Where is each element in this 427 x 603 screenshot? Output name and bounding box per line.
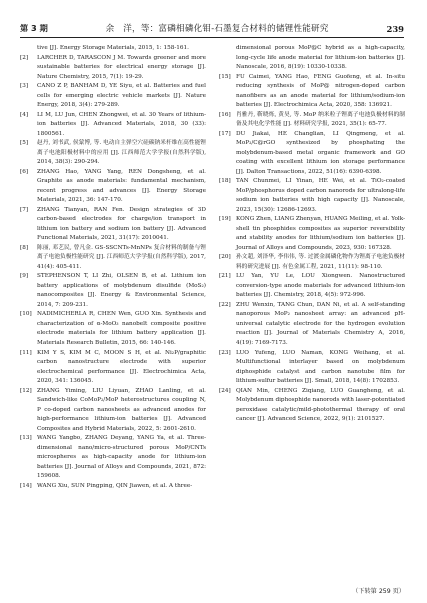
reference-entry bbox=[20, 387, 206, 435]
reference-entry bbox=[20, 244, 206, 273]
reference-entry bbox=[20, 111, 206, 140]
reference-number: [23] bbox=[219, 349, 231, 356]
reference-text: NADIMICHERLA R, CHEN Wen, GUO Xin. Synthesis and characterization of α-MoO₃ nanobelt composite positive electrode materials for lithium battery application [J]. Materials Research Bulletin, 2015, 66: 140-146. bbox=[37, 311, 206, 346]
reference-entry bbox=[20, 349, 206, 387]
reference-entry bbox=[219, 272, 405, 301]
reference-entry bbox=[20, 434, 206, 482]
reference-entry bbox=[20, 139, 206, 168]
reference-entry bbox=[219, 130, 405, 178]
reference-entry bbox=[219, 73, 405, 111]
reference-number: [8] bbox=[20, 244, 29, 251]
reference-number: [21] bbox=[219, 273, 231, 280]
continuation-note: （下转第 259 页） bbox=[352, 588, 405, 595]
reference-number: [7] bbox=[20, 206, 29, 213]
references-left-column bbox=[20, 44, 206, 584]
reference-number: [10] bbox=[20, 311, 32, 318]
reference-text: WANG Yangbo, ZHANG Deyang, YANG Ya, et al. Three-dimensional nano/micro-structured porous MoP/CNTs microspheres as high-capacity anode for lithium-ion batteries [J]. Journal of Alloys and Compounds, 2021, 872: 159608. bbox=[37, 435, 206, 480]
reference-text: STEPHENSON T, LI Zhi, OLSEN B, et al. Lithium ion battery applications of molybdenum disulfide (MoS₂) nanocomposites [J]. Energy & Environmental Science, 2014, 7: 209-231. bbox=[37, 273, 206, 308]
reference-number: [3] bbox=[20, 83, 29, 90]
reference-entry bbox=[20, 272, 206, 310]
reference-text: ZHU Wenxin, TANG Chun, DAN Ni, et al. A self-standing nanoporous MoP₂ nanosheet array: an advanced pH-universal catalytic electrode for the hydrogen evolution reaction [J]. Journal of Materials Chemistry A, 2016, 4(19): 7169-7173. bbox=[236, 301, 405, 346]
reference-text: CANO Z P, BANHAM D, YE Siyu, et al. Batteries and fuel cells for emerging electric vehicle markets [J]. Nature Energy, 2018, 3(4): 279-289. bbox=[37, 83, 206, 109]
reference-number bbox=[219, 44, 236, 73]
reference-text: ZHANG Yiming, LIU Liyuan, ZHAO Lanling, et al. Sandwich-like CoMoP₂/MoP heterostructures coupling N, P co-doped carbon nanosheets as advanced anodes for high-performance lithium-ion batteries [J]. Advanced Composites and Hybrid Materials, 2022, 5: 2601-2610. bbox=[37, 387, 206, 432]
reference-entry bbox=[219, 349, 405, 387]
reference-entry bbox=[20, 82, 206, 111]
reference-text: TAN Chunmei, LI Yinan, HE Wei, et al. TiO₂-coated MoP/phosphorus doped carbon nanorods for ultralong-life sodium ion batteries with high capacity [J]. Nanoscale, 2023, 15(30): 12686-12693. bbox=[236, 178, 405, 213]
reference-number: [20] bbox=[219, 254, 231, 261]
reference-number: [15] bbox=[219, 73, 231, 80]
reference-number: [11] bbox=[20, 349, 32, 356]
reference-number: [14] bbox=[20, 482, 32, 489]
reference-entry bbox=[20, 168, 206, 206]
reference-text: LU Yan, YU Le, LOU Xiongwen. Nanostructured conversion-type anode materials for advanced lithium-ion batteries [J]. Chemistry, 2018, 4(5): 972-996. bbox=[236, 273, 405, 299]
reference-number: [17] bbox=[219, 130, 231, 137]
reference-number: [16] bbox=[219, 111, 231, 118]
page-number: 239 bbox=[386, 24, 404, 34]
reference-number: [19] bbox=[219, 216, 231, 223]
reference-text: LI M, LU Jun, CHEN Zhongwei, et al. 30 Years of lithium-ion batteries [J]. Advanced Materials, 2018, 30 (33): 1800561. bbox=[37, 111, 206, 137]
reference-number: [13] bbox=[20, 435, 32, 442]
references-right-column bbox=[219, 44, 405, 584]
page-header bbox=[20, 14, 404, 38]
reference-entry bbox=[219, 177, 405, 215]
reference-text: tive [J]. Energy Storage Materials, 2015, 1: 158-161. bbox=[37, 45, 189, 51]
reference-entry bbox=[219, 253, 405, 272]
reference-text: KIM Y S, KIM M C, MOON S H, et al. Ni₂P/graphitic carbon nanostructure electrode with superior electrochemical performance [J]. Electrochimica Acta, 2020, 341: 136045. bbox=[37, 349, 206, 385]
reference-entry bbox=[219, 111, 405, 130]
reference-text: 孙文超, 刘泽华, 李伟伟, 等. 过渡金属磷化物作为锂离子电池负极材料的研究进展 [J]. 有色金属工程, 2021, 11(11): 98-110. bbox=[236, 254, 405, 270]
reference-entry bbox=[20, 482, 206, 492]
reference-number: [24] bbox=[219, 387, 231, 394]
reference-text: 陈丽, 邓艺民, 曾凡金. GS-SSCNTs-MnNPs 复合材料的制备与锂离子电池负极性能研究 [J]. 江西师范大学学报(自然科学版), 2017, 41(4): 405-411. bbox=[37, 244, 206, 270]
reference-entry bbox=[219, 387, 405, 425]
reference-entry bbox=[219, 44, 405, 73]
reference-entry bbox=[20, 44, 206, 54]
reference-number: [5] bbox=[20, 140, 29, 147]
reference-text: LARCHER D, TARASCON J M. Towards greener and more sustainable batteries for electrical energy storage [J]. Nature Chemistry, 2015, 7(1): 19-29. bbox=[37, 54, 206, 80]
reference-entry bbox=[20, 54, 206, 83]
reference-number: [12] bbox=[20, 387, 32, 394]
reference-number: [22] bbox=[219, 301, 231, 308]
reference-text: 赵丹, 刘书武, 侯蒙博, 等. 电动自主弹空穴硅碳钠米杆维在高性能锂离子电池阳极材料中的应用 [J]. 江西师范大学学报(自然科学版), 2014, 38(3): 290-294. bbox=[37, 140, 206, 166]
reference-entry bbox=[219, 215, 405, 253]
reference-number bbox=[20, 44, 37, 54]
reference-text: ZHANG Hao, YANG Yang, REN Dongsheng, et al. Graphite as anode materials: fundamental mechanism, recent progress and advances [J]. Energy Storage Materials, 2021, 36: 147-170. bbox=[37, 168, 206, 204]
reference-text: DU Jiakai, HE Changlian, LI Qingmeng, et al. MoP₂/C@rGO synthesized by phosphating the molybdenum-based metal organic framework and GO coating with excellent lithium ion storage performance [J]. Dalton Transactions, 2022, 51(16): 6390-6398. bbox=[236, 130, 405, 175]
issue-label: 第 3 期 bbox=[20, 23, 48, 33]
reference-text: ZHANG Tianyan, RAN Fen. Design strategies of 3D carbon-based electrodes for charge/ion transport in lithium ion battery and sodium ion battery [J]. Advanced Functional Materials, 2021, 31(17): 2010041. bbox=[37, 206, 206, 242]
reference-entry bbox=[219, 301, 405, 349]
reference-entry bbox=[20, 206, 206, 244]
reference-number: [9] bbox=[20, 273, 29, 280]
reference-text: KONG Zhen, LIANG Zhenyan, HUANG Meiling, et al. Yolk-shell tin phosphides composites as superior reversibility and stability anodes for lithium/sodium ion batteries [J]. Journal of Alloys and Compounds, 2023, 930: 167328. bbox=[236, 216, 405, 251]
reference-number: [18] bbox=[219, 178, 231, 185]
reference-text: WANG Xiu, SUN Pingping, QIN Jiawen, et al. A three- bbox=[37, 482, 193, 489]
reference-entry bbox=[20, 310, 206, 348]
reference-number: [2] bbox=[20, 54, 29, 61]
reference-text: LUO Yufeng, LUO Naman, KONG Weihang, et al. Multifunctional interlayer based on molybdenum diphosphide catalyst and carbon nanotube film for lithium-sulfur batteries [J]. Small, 2018, 14(8): 1702853. bbox=[236, 349, 405, 385]
reference-text: dimensional porous MoP@C hybrid as a high-capacity, long-cycle life anode material for lithium-ion batteries [J]. Nanoscale, 2016, 8(19): 10330-10338. bbox=[236, 45, 405, 71]
reference-text: FU Caimei, YANG Hao, FENG Guofeng, et al. In-situ reducing synthesis of MoP@ nitrogen-doped carbon nanofibers as an anode material for lithium/sodium-ion batteries [J]. Electrochimica Acta, 2020, 358: 136921. bbox=[236, 73, 405, 109]
reference-text: QIAN Min, CHENG Ziqiang, LUO Guangheng, et al. Molybdenum diphosphide nanorods with laser-potentiated peroxidase catalytic/mild-photothermal therapy of oral cancer [J]. Advanced Science, 2022, 9(1): 2101527. bbox=[236, 387, 405, 423]
reference-number: [6] bbox=[20, 168, 29, 175]
running-title: 余 洋，等：富磷相磷化钼-石墨复合材料的储锂性能研究 bbox=[105, 24, 329, 34]
reference-text: 肖雅丹, 靳晓烁, 黄昊, 等. MoP 纳米粒子锂离子电池负极材料的制备及其电化学性能 [J]. 材料研究学报, 2021, 35(1): 65-77. bbox=[236, 111, 405, 128]
reference-number: [4] bbox=[20, 111, 29, 118]
